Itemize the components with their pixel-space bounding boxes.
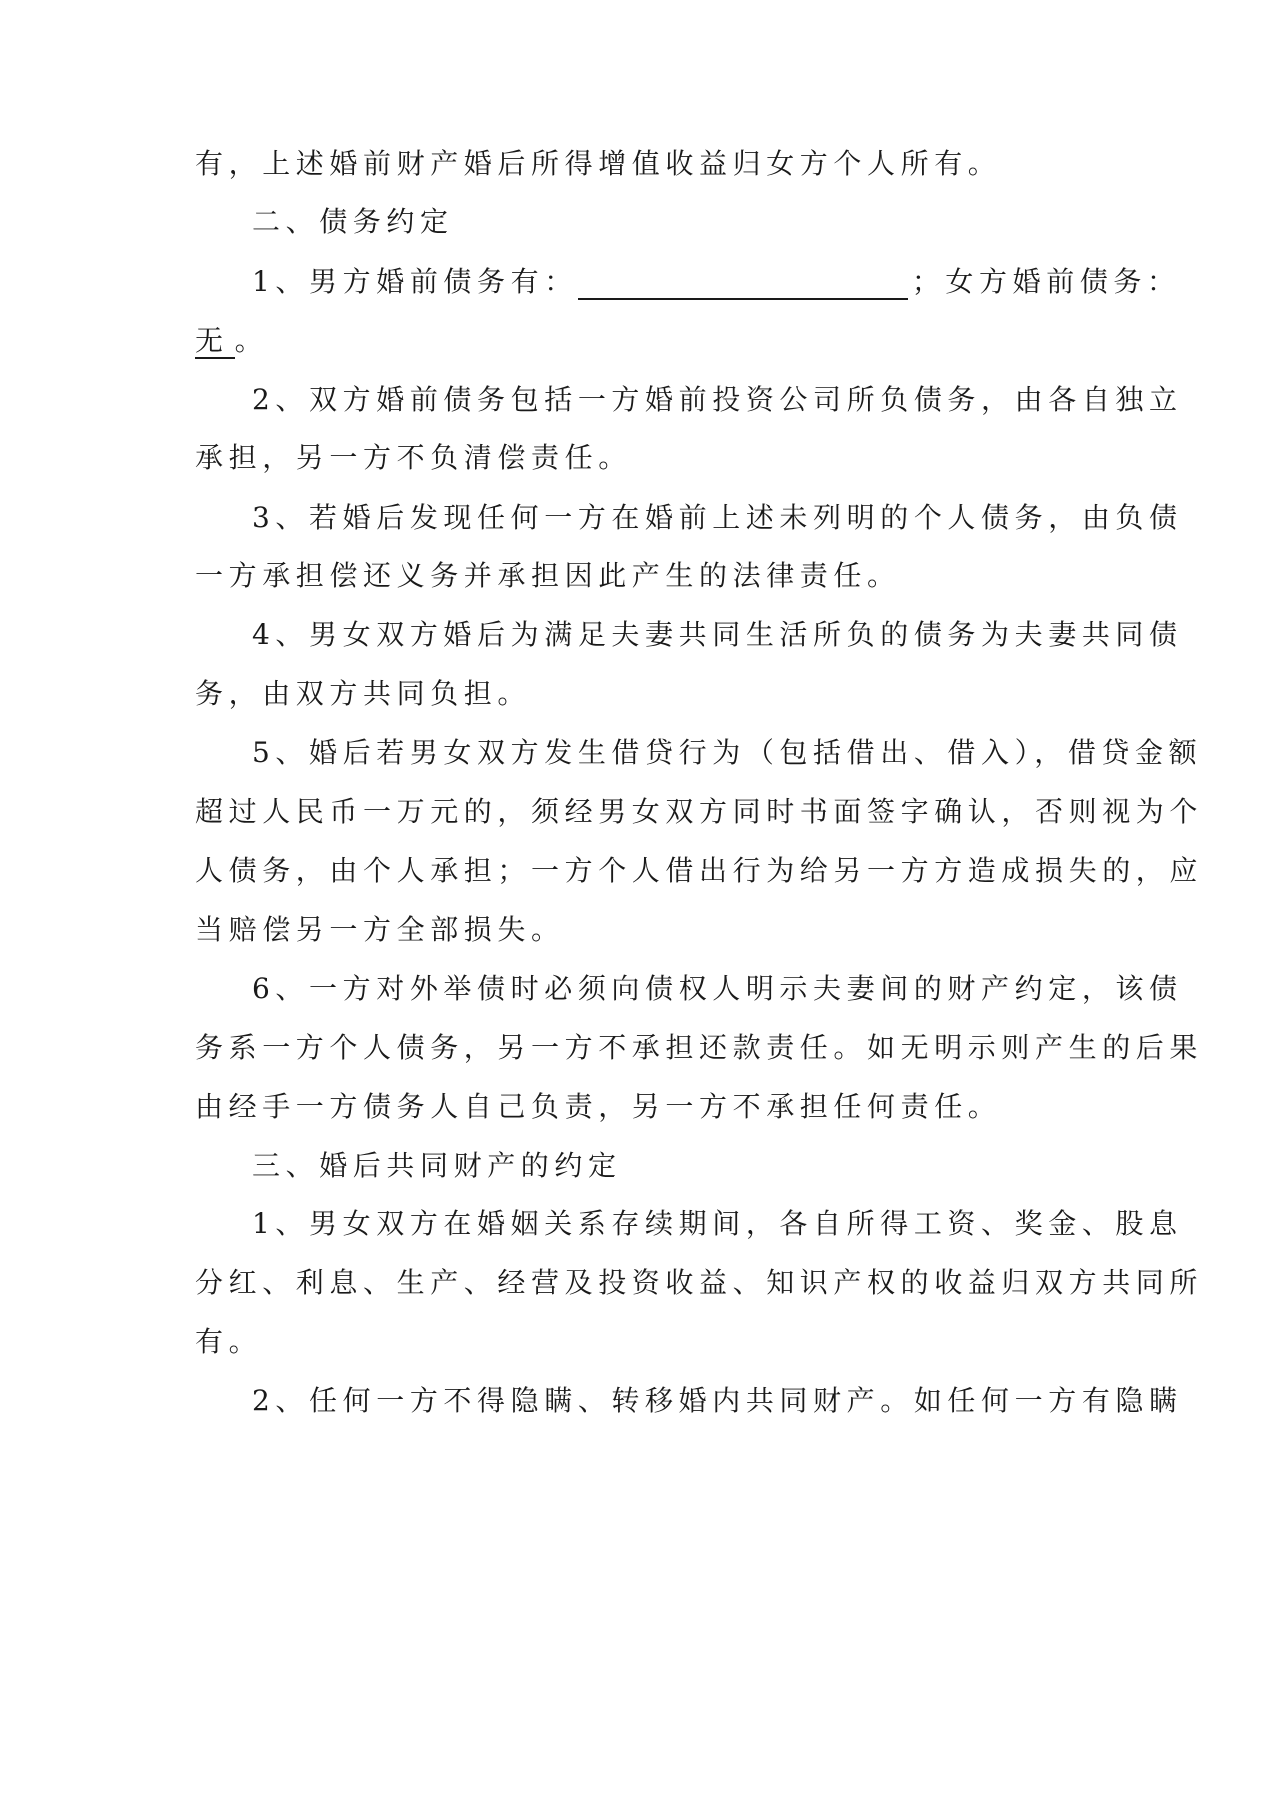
debt-item-2-line-1: 2、双方婚前债务包括一方婚前投资公司所负债务，由各自独立	[252, 383, 1183, 416]
female-debt-end: 。	[234, 324, 269, 357]
debt-item-4-line-2: 务，由双方共同负担。	[195, 677, 532, 710]
debt-item-6-line-2: 务系一方个人债务，另一方不承担还款责任。如无明示则产生的后果	[195, 1031, 1204, 1064]
debt-item-5-line-4: 当赔偿另一方全部损失。	[195, 913, 565, 946]
debt-item-4-line-1: 4、男女双方婚后为满足夫妻共同生活所负的债务为夫妻共同债	[252, 618, 1183, 651]
debt-item-6-line-1: 6、一方对外举债时必须向债权人明示夫妻间的财产约定，该债	[252, 972, 1183, 1005]
male-debt-blank	[578, 268, 908, 300]
debt-item-5-line-1: 5、婚后若男女双方发生借贷行为（包括借出、借入），借贷金额	[252, 736, 1203, 769]
section-heading-debt: 二、债务约定	[252, 205, 454, 238]
section-heading-joint-property: 三、婚后共同财产的约定	[252, 1149, 622, 1182]
debt-item-6-line-3: 由经手一方债务人自己负责，另一方不承担任何责任。	[195, 1090, 1002, 1123]
debt-item-5-line-3: 人债务，由个人承担；一方个人借出行为给另一方方造成损失的，应	[195, 854, 1204, 887]
property-item-2-line-1: 2、任何一方不得隐瞒、转移婚内共同财产。如任何一方有隐瞒	[252, 1384, 1183, 1417]
property-item-1-line-1: 1、男女双方在婚姻关系存续期间，各自所得工资、奖金、股息	[252, 1207, 1183, 1240]
male-debt-label: 1、男方婚前债务有：	[252, 265, 578, 298]
female-debt-value: 无	[195, 324, 235, 359]
debt-item-2-line-2: 承担，另一方不负清偿责任。	[195, 441, 632, 474]
debt-item-1-cont	[195, 323, 1095, 359]
debt-item-5-line-2: 超过人民币一万元的，须经男女双方同时书面签字确认，否则视为个	[195, 795, 1204, 828]
property-item-1-line-2: 分红、利息、生产、经营及投资收益、知识产权的收益归双方共同所	[195, 1266, 1204, 1299]
paragraph-line: 有，上述婚前财产婚后所得增值收益归女方个人所有。	[195, 147, 1002, 180]
property-item-1-line-3: 有。	[195, 1325, 263, 1358]
debt-item-3-line-1: 3、若婚后发现任何一方在婚前上述未列明的个人债务，由负债	[252, 501, 1183, 534]
female-debt-label: ；女方婚前债务：	[911, 265, 1181, 298]
debt-item-3-line-2: 一方承担偿还义务并承担因此产生的法律责任。	[195, 559, 901, 592]
debt-item-1-line	[252, 264, 1181, 300]
